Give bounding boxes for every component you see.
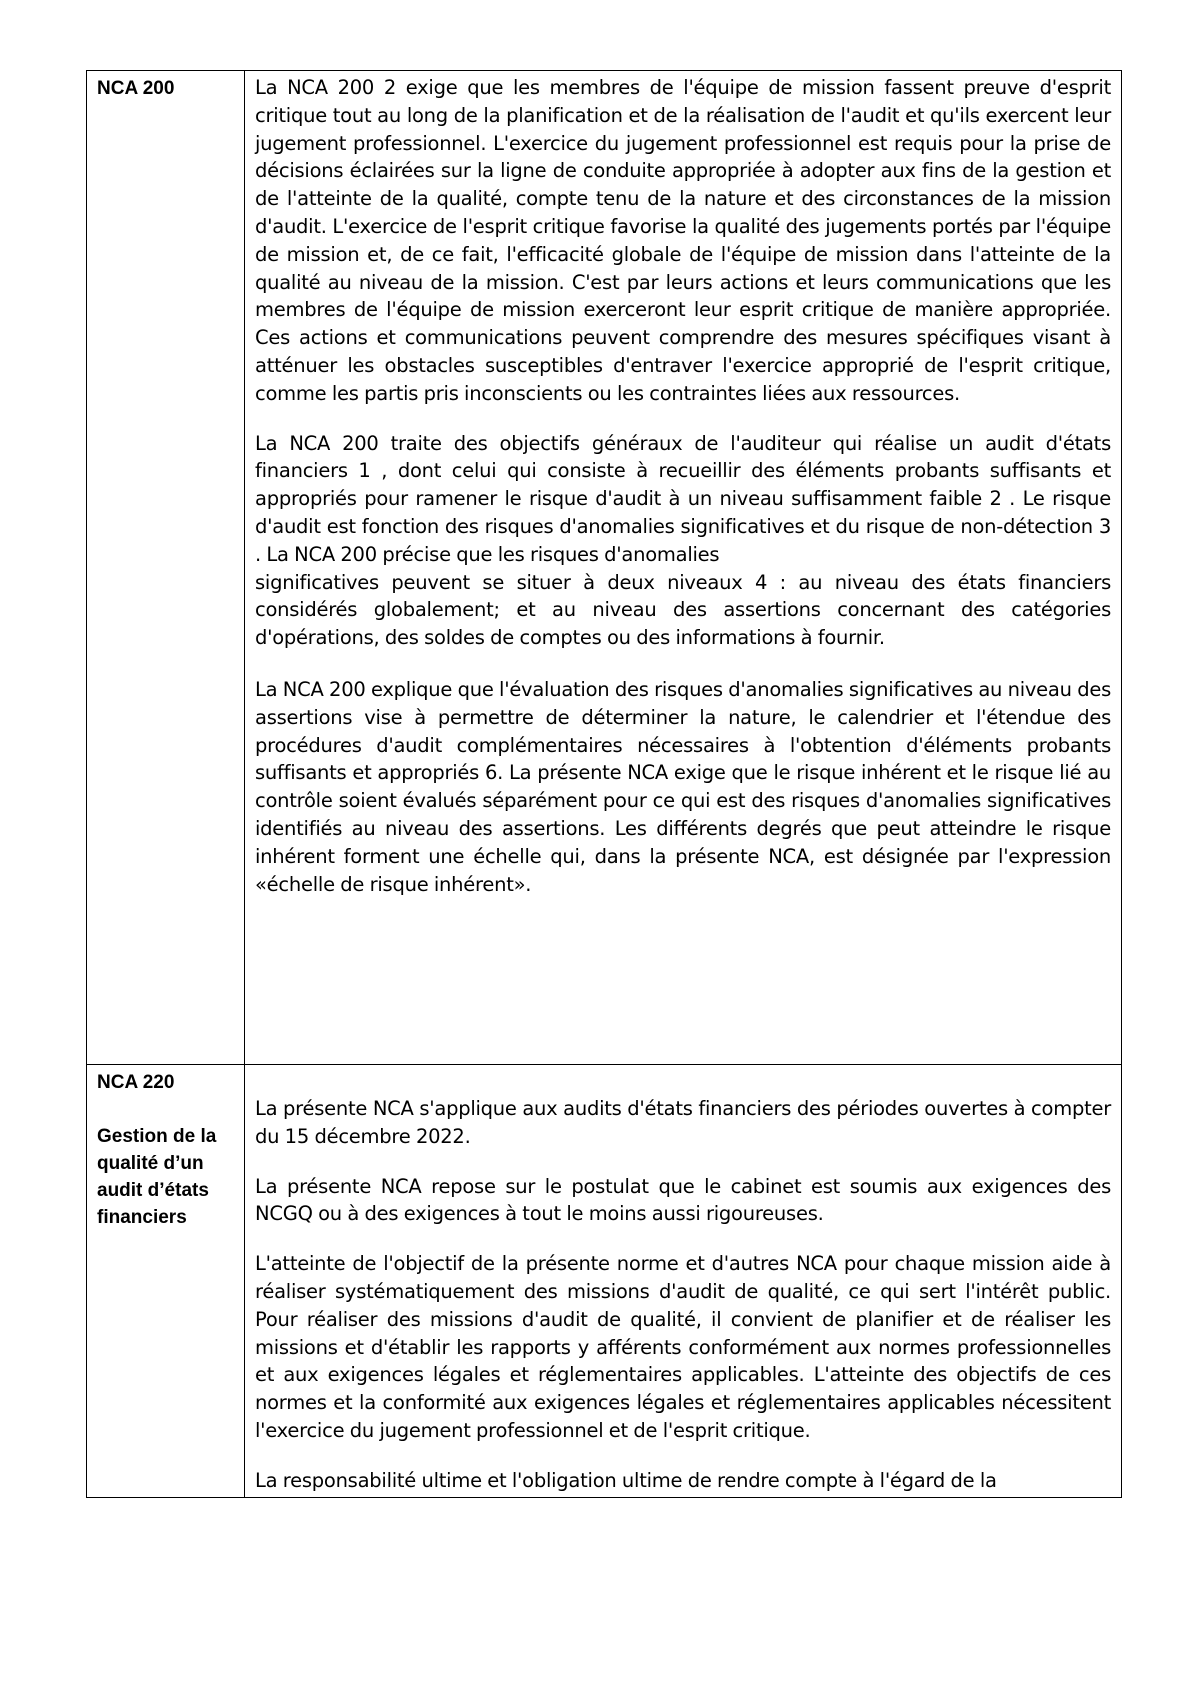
row-content-cell: [245, 71, 1122, 1065]
paragraph: La NCA 200 2 exige que les membres de l'équipe de mission fassent preuve d'esprit critique tout au long de la planification et de la réalisation de l'audit et qu'ils exercent leur jugement professionnel. L'exercice du jugement professionnel est requis pour la prise de décisions éclairées sur la ligne de conduite appropriée à adopter aux fins de la gestion et de l'atteinte de la qualité, compte tenu de la nature et des circonstances de la mission d'audit. L'exercice de l'esprit critique favorise la qualité des jugements portés par l'équipe de mission et, de ce fait, l'efficacité globale de l'équipe de mission dans l'atteinte de la qualité au niveau de la mission. C'est par leurs actions et leurs communications que les membres de l'équipe de mission exerceront leur esprit critique de manière appropriée. Ces actions et communications peuvent comprendre des mesures spécifiques visant à atténuer les obstacles susceptibles d'entraver l'exercice approprié de l'esprit critique, comme les partis pris inconscients ou les contraintes liées aux ressources.: [255, 76, 1111, 405]
row-label-cell: [87, 1065, 245, 1498]
row-label-cell: [87, 71, 245, 1065]
paragraph: L'atteinte de l'objectif de la présente norme et d'autres NCA pour chaque mission aide à réaliser systématiquement des missions d'audit de qualité, ce qui sert l'intérêt public. Pour réaliser des missions d'audit de qualité, il convient de planifier et de réaliser les missions et d'établir les rapports y afférents conformément aux normes professionnelles et aux exigences légales et réglementaires applicables. L'atteinte des objectifs de ces normes et la conformité aux exigences légales et réglementaires applicables nécessitent l'exercice du jugement professionnel et de l'esprit critique.: [255, 1252, 1111, 1442]
row-label: NCA 220: [97, 1072, 175, 1093]
paragraph: significatives peuvent se situer à deux niveaux 4 : au niveau des états financiers considérés globalement; et au niveau des assertions concernant des catégories d'opérations, des soldes de comptes ou des informations à fournir.: [255, 570, 1111, 650]
table-row-nca-200: [87, 71, 1122, 1065]
row-content-cell: [245, 1065, 1122, 1498]
row-label: NCA 200: [97, 78, 175, 99]
row-subtitle: Gestion de la qualité d’un audit d’états financiers: [97, 1126, 217, 1228]
paragraph: La NCA 200 traite des objectifs généraux de l'auditeur qui réalise un audit d'états financiers 1 , dont celui qui consiste à recueillir des éléments probants suffisants et appropriés pour ramener le risque d'audit à un niveau suffisamment faible 2 . Le risque d'audit est fonction des risques d'anomalies significatives et du risque de non-détection 3 . La NCA 200 précise que les risques d'anomalies: [255, 431, 1111, 566]
paragraph: La présente NCA s'applique aux audits d'états financiers des périodes ouvertes à compter du 15 décembre 2022.: [255, 1097, 1111, 1148]
paragraph: La présente NCA repose sur le postulat que le cabinet est soumis aux exigences des NCGQ ou à des exigences à tout le moins aussi rigoureuses.: [255, 1174, 1111, 1226]
paragraph: La NCA 200 explique que l'évaluation des risques d'anomalies significatives au niveau des assertions vise à permettre de déterminer la nature, le calendrier et l'étendue des procédures d'audit complémentaires nécessaires à l'obtention d'éléments probants suffisants et appropriés 6. La présente NCA exige que le risque inhérent et le risque lié au contrôle soient évalués séparément pour ce qui est des risques d'anomalies significatives identifiés au niveau des assertions. Les différents degrés que peut atteindre le risque inhérent forment une échelle qui, dans la présente NCA, est désignée par l'expression «échelle de risque inhérent».: [255, 677, 1111, 896]
standards-table: [86, 70, 1122, 1498]
table-row-nca-220: [87, 1065, 1122, 1498]
paragraph: La responsabilité ultime et l'obligation ultime de rendre compte à l'égard de la: [255, 1468, 997, 1492]
